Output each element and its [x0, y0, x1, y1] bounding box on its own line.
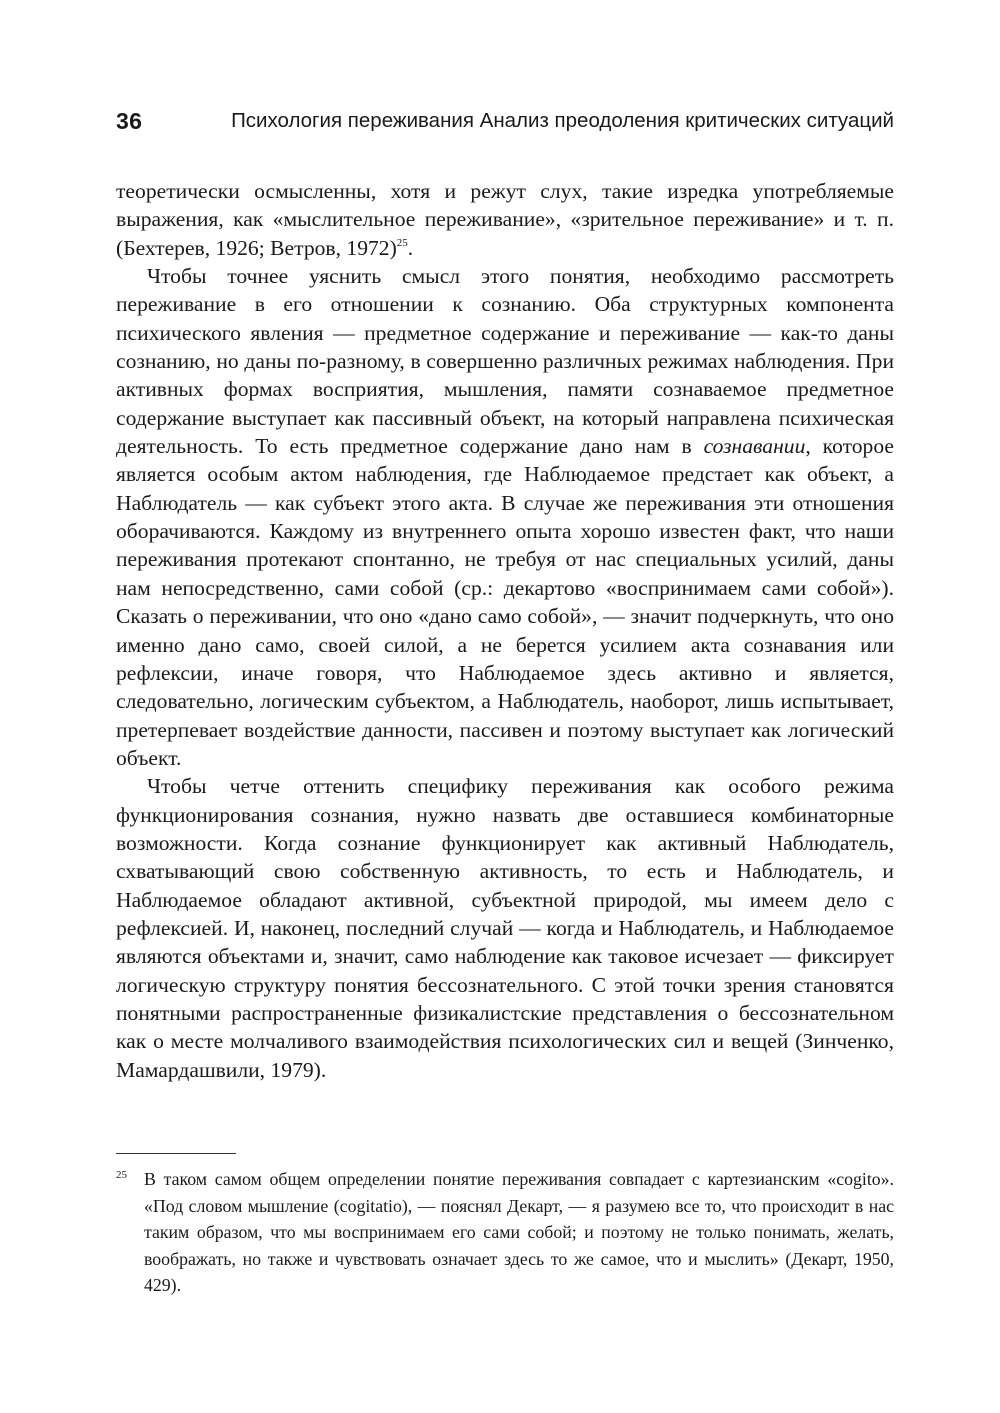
paragraph [116, 262, 894, 772]
footnote-text: В таком самом общем определении понятие переживания совпадает с картезианским «cogito». «Под словом мышление (cogitatio), — пояснял Декарт, — я разумею все то, что происходит в нас таким образом, что мы воспринимаем его сами собой; и поэтому не только понимать, желать, воображать, но также и чувствовать означает здесь то же самое, что и мыслить» (Декарт, 1950, 429). [144, 1169, 894, 1296]
emphasis-term: сознавании [703, 434, 806, 459]
paragraph: Чтобы четче оттенить специфику переживания как особого режима функционирования сознания, нужно назвать две оставшиеся комбинаторные возможности. Когда сознание функционирует как активный Наблюдатель, схватывающий свою собственную активность, то есть и Наблюдатель, и Наблюдаемое обладают активной, субъектной природой, мы имеем дело с рефлексией. И, наконец, последний случай — когда и Наблюдатель, и Наблюдаемое являются объектами и, значит, само наблюдение как таковое исчезает — фиксирует логическую структуру понятия бессознательного. С этой точки зрения становятся понятными распространенные физикалистские представления о бессознательном как о месте молчаливого взаимодействия психологических сил и вещей (Зинченко, Мамардашвили, 1979). [116, 774, 894, 1082]
main-text [116, 177, 894, 1084]
footnote-separator [116, 1153, 236, 1154]
footnote-number: 25 [116, 1169, 127, 1181]
page-header [116, 106, 894, 142]
page-number: 36 [116, 108, 143, 134]
paragraph-text: теоретически осмысленны, хотя и режут слух, такие изредка употребляемые выражения, как «мыслительное переживание», «зрительное переживание» и т. п. (Бехтерев, 1926; Ветров, 1972) [116, 179, 894, 260]
paragraph-end: . [407, 235, 414, 260]
paragraph [116, 177, 894, 262]
paragraph-text: , которое является особым актом наблюдения, где Наблюдаемое предстает как объект, а Наблюдатель — как субъект этого акта. В случае же переживания эти отношения оборачиваются. Каждому из внутреннего опыта хорошо известен факт, что наши переживания протекают спонтанно, не требуя от нас специальных усилий, даны нам непосредственно, сами собой (ср.: декартово «воспринимаем сами собой»). Сказать о переживании, что оно «дано само собой», — значит подчеркнуть, что оно именно дано само, своей силой, а не берется усилием акта сознавания или рефлексии, иначе говоря, что Наблюдаемое здесь активно и является, следовательно, логическим субъектом, а Наблюдатель, наоборот, лишь испытывает, претерпевает воздействие данности, пассивен и поэтому выступает как логический объект. [116, 434, 894, 770]
footnote-reference[interactable]: 25 [396, 236, 408, 249]
footnote [116, 1166, 894, 1299]
paragraph-text: Чтобы точнее уяснить смысл этого понятия, необходимо рассмотреть переживание в его отношении к сознанию. Оба структурных компонента психического явления — предметное содержание и переживание — как-то даны сознанию, но даны по-разному, в совершенно различных режимах наблюдения. При активных формах восприятия, мышления, памяти сознаваемое предметное содержание выступает как пассивный объект, на который направлена психическая деятельность. То есть предметное содержание дано нам в [116, 264, 894, 459]
running-title: Психология переживания Анализ преодоления критических ситуаций [231, 109, 894, 132]
